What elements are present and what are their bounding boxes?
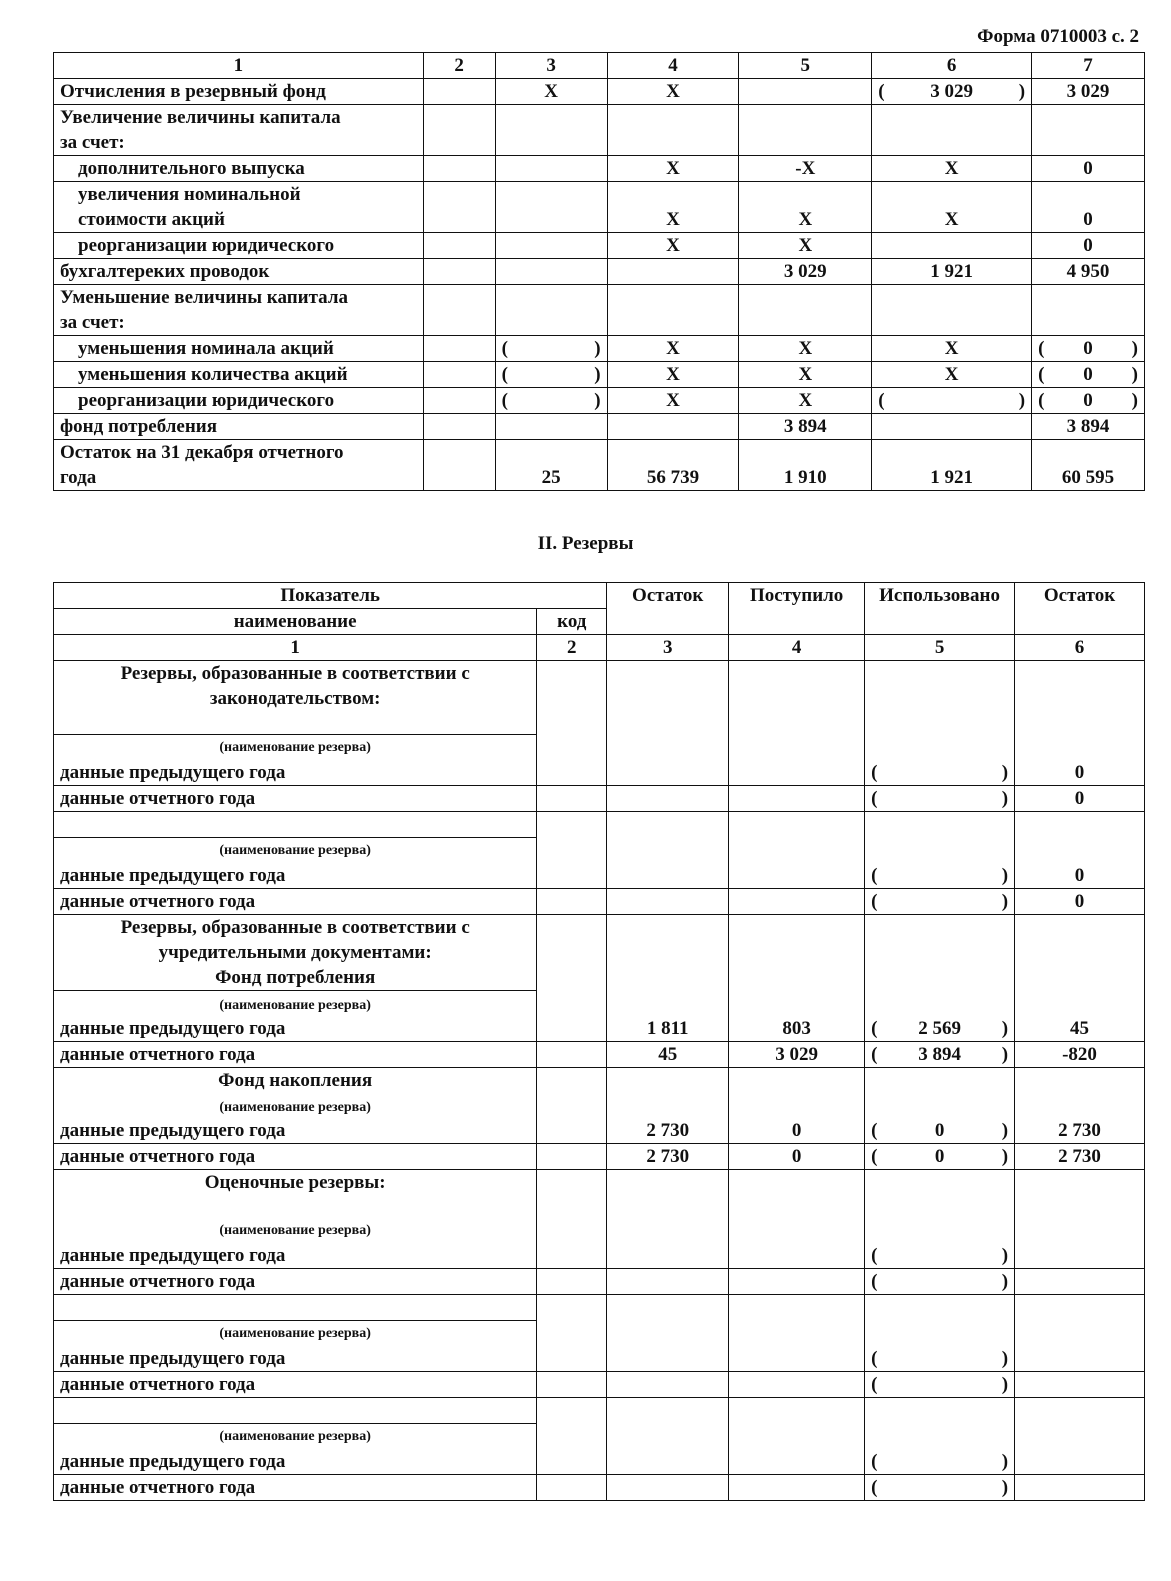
table-row: данные предыдущего года ( ) 0 <box>54 760 1145 786</box>
table-row: стоимости акций X X X 0 <box>54 207 1145 233</box>
table-row: данные отчетного года ( ) <box>54 1474 1145 1500</box>
col-header: 4 <box>607 53 739 79</box>
header-row: 1 2 3 4 5 6 <box>54 635 1145 661</box>
col-header: 6 <box>872 53 1032 79</box>
table-row: учредительными документами: <box>54 940 1145 965</box>
table-row: (наименование резерва) <box>54 838 1145 864</box>
col-header: 5 <box>739 53 872 79</box>
table-row: (наименование резерва) <box>54 735 1145 761</box>
table-row <box>54 1294 1145 1320</box>
table-row: данные предыдущего года 2 730 0 ( 0 ) 2 730 <box>54 1118 1145 1144</box>
table-row <box>54 1397 1145 1423</box>
col-header: 3 <box>495 53 607 79</box>
table-row: данные предыдущего года 1 811 803 ( 2 569 ) 45 <box>54 1016 1145 1042</box>
table-row: данные отчетного года ( ) 0 <box>54 889 1145 915</box>
col-header: 7 <box>1032 53 1145 79</box>
table-row: данные предыдущего года ( ) <box>54 1243 1145 1269</box>
table-row: данные предыдущего года ( ) 0 <box>54 863 1145 889</box>
col-header: 2 <box>423 53 495 79</box>
table-row: Резервы, образованные в соответствии с <box>54 915 1145 941</box>
col-header: 1 <box>54 53 424 79</box>
table-row: (наименование резерва) <box>54 1423 1145 1449</box>
header-row: наименование код <box>54 609 1145 635</box>
table-row: данные предыдущего года ( ) <box>54 1346 1145 1372</box>
table-row: данные отчетного года ( ) 0 <box>54 786 1145 812</box>
table-row: Уменьшение величины капитала <box>54 285 1145 311</box>
table-row: за счет: <box>54 130 1145 156</box>
table-row: данные предыдущего года ( ) <box>54 1449 1145 1475</box>
table-row <box>54 812 1145 838</box>
capital-changes-table <box>53 52 1145 491</box>
reserves-table <box>53 582 1145 1501</box>
table-row: за счет: <box>54 310 1145 336</box>
table-row: (наименование резерва) <box>54 991 1145 1016</box>
table-row: увеличения номинальной <box>54 182 1145 208</box>
section-title: II. Резервы <box>537 533 634 554</box>
table-row: уменьшения количества акций ( ) X X X ( 0 ) <box>54 362 1145 388</box>
table-row: данные отчетного года 45 3 029 ( 3 894 ) -820 <box>54 1041 1145 1067</box>
table-row: законодательством: <box>54 686 1145 735</box>
table-row: Резервы, образованные в соответствии с <box>54 661 1145 687</box>
table-row: данные отчетного года ( ) <box>54 1268 1145 1294</box>
table-row: дополнительного выпуска X -X X 0 <box>54 156 1145 182</box>
table-row: Отчисления в резервный фонд X X ( 3 029 ) 3 029 <box>54 79 1145 105</box>
table-row: Фонд потребления <box>54 965 1145 991</box>
table-row: фонд потребления 3 894 3 894 <box>54 414 1145 440</box>
table-row: данные отчетного года ( ) <box>54 1371 1145 1397</box>
table-row: (наименование резерва) <box>54 1320 1145 1346</box>
form-code: Форма 0710003 с. 2 <box>977 26 1139 47</box>
table-row: (наименование резерва) <box>54 1218 1145 1243</box>
table-row: реорганизации юридического ( ) X X ( ) ( 0 ) <box>54 388 1145 414</box>
table-row: Оценочные резервы: <box>54 1169 1145 1218</box>
header-row <box>54 53 1145 79</box>
table-row: реорганизации юридического X X 0 <box>54 233 1145 259</box>
table-row: Фонд накопления <box>54 1067 1145 1093</box>
table-row: (наименование резерва) <box>54 1093 1145 1118</box>
table-row: бухгалтереких проводок 3 029 1 921 4 950 <box>54 259 1145 285</box>
table-row: года 25 56 739 1 910 1 921 60 595 <box>54 465 1145 491</box>
header-row: Показатель Остаток Поступило Использовано Остаток <box>54 583 1145 609</box>
table-row: уменьшения номинала акций ( ) X X X ( 0 ) <box>54 336 1145 362</box>
table-row: данные отчетного года 2 730 0 ( 0 ) 2 730 <box>54 1143 1145 1169</box>
table-row: Увеличение величины капитала <box>54 105 1145 131</box>
row-label: Отчисления в резервный фонд <box>54 79 424 105</box>
table-row: Остаток на 31 декабря отчетного <box>54 440 1145 466</box>
